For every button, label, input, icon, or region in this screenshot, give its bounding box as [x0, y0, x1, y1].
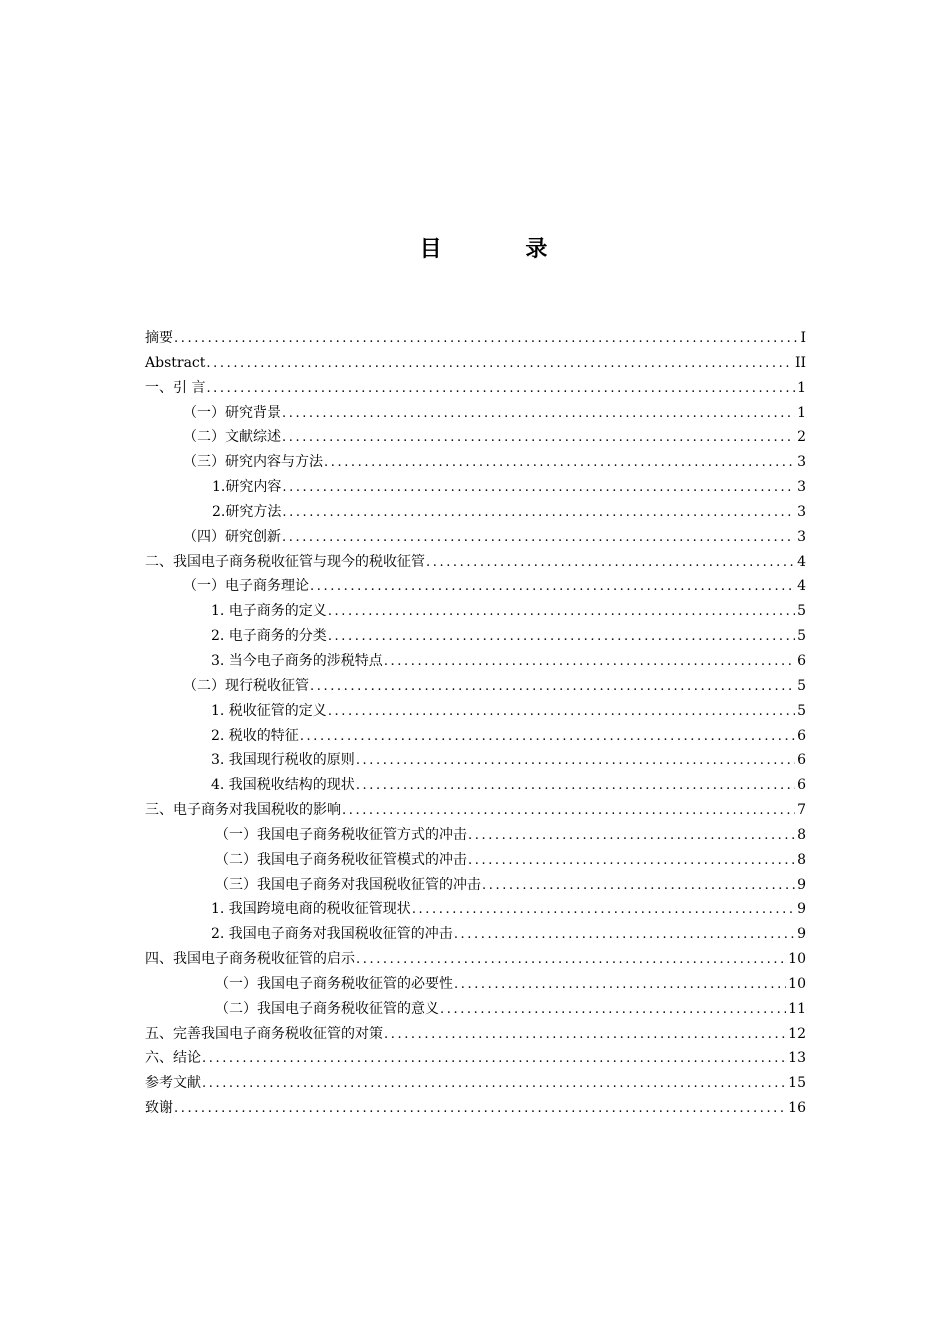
toc-entry-page-number: 3 — [797, 528, 806, 545]
toc-entry-page-number: I — [800, 330, 806, 346]
toc-entry[interactable] — [145, 401, 806, 426]
toc-entry-label: （一）电子商务理论 — [183, 578, 309, 595]
toc-entry-page-number: 5 — [797, 628, 806, 645]
toc-dot-leader — [309, 575, 795, 600]
toc-entry[interactable] — [145, 550, 806, 575]
toc-entry-label: 六、结论 — [145, 1050, 201, 1067]
toc-dot-leader — [453, 973, 786, 998]
toc-entry[interactable] — [145, 624, 806, 649]
toc-entry-label: 摘要 — [145, 330, 173, 346]
toc-entry-page-number: 3 — [797, 479, 806, 496]
toc-dot-leader — [439, 998, 786, 1023]
toc-entry[interactable] — [145, 823, 806, 848]
toc-entry[interactable] — [145, 599, 806, 624]
toc-entry[interactable] — [145, 1071, 806, 1096]
toc-dot-leader — [355, 774, 795, 799]
toc-entry-page-number: 1 — [797, 379, 806, 396]
toc-dot-leader — [281, 501, 795, 526]
toc-entry-label: 2. 税收的特征 — [211, 727, 299, 744]
toc-entry[interactable] — [145, 1046, 806, 1071]
toc-dot-leader — [323, 451, 795, 476]
toc-entry[interactable] — [145, 972, 806, 997]
toc-entry-label: 致谢 — [145, 1100, 173, 1117]
toc-entry-label: 1. 税收征管的定义 — [211, 702, 327, 719]
toc-entry[interactable] — [145, 922, 806, 947]
toc-entry[interactable] — [145, 674, 806, 699]
toc-entry[interactable] — [145, 351, 806, 376]
toc-entry-label: 4. 我国税收结构的现状 — [211, 777, 355, 794]
toc-entry[interactable] — [145, 450, 806, 475]
toc-entry-page-number: 5 — [797, 603, 806, 620]
toc-dot-leader — [281, 476, 795, 501]
toc-entry-page-number: 16 — [788, 1100, 806, 1117]
toc-dot-leader — [173, 327, 798, 352]
toc-dot-leader — [281, 526, 795, 551]
toc-dot-leader — [383, 1023, 786, 1048]
toc-entry-page-number: 5 — [797, 677, 806, 694]
toc-dot-leader — [309, 675, 795, 700]
toc-entry-page-number: 3 — [797, 454, 806, 471]
toc-entry-label: 3. 我国现行税收的原则 — [211, 752, 355, 769]
toc-entry[interactable] — [145, 649, 806, 674]
toc-entry[interactable] — [145, 773, 806, 798]
toc-entry-label: 三、电子商务对我国税收的影响 — [145, 802, 341, 819]
toc-entry[interactable] — [145, 873, 806, 898]
toc-entry[interactable] — [145, 848, 806, 873]
toc-entry[interactable] — [145, 525, 806, 550]
toc-entry-label: （一）我国电子商务税收征管方式的冲击 — [215, 826, 467, 843]
toc-entry[interactable] — [145, 748, 806, 773]
toc-dot-leader — [341, 799, 795, 824]
toc-entry-page-number: 2 — [797, 429, 806, 446]
toc-dot-leader — [481, 874, 795, 899]
toc-entry-label: （一）我国电子商务税收征管的必要性 — [215, 975, 453, 992]
toc-entry-page-number: 5 — [797, 702, 806, 719]
toc-entry-label: （二）现行税收征管 — [183, 677, 309, 694]
toc-entry-label: （二）文献综述 — [183, 429, 281, 446]
toc-entry-label: 1.研究内容 — [212, 479, 282, 496]
toc-entry-label: （三）研究内容与方法 — [183, 454, 323, 471]
toc-entry-label: 1. 电子商务的定义 — [211, 603, 327, 620]
toc-entry-label: （三）我国电子商务对我国税收征管的冲击 — [215, 876, 481, 893]
page-title: 目 录 — [419, 237, 586, 262]
toc-entry-label: 二、我国电子商务税收征管与现今的税收征管 — [145, 553, 425, 570]
table-of-contents — [145, 326, 806, 1121]
toc-entry[interactable] — [145, 897, 806, 922]
toc-entry-page-number: II — [794, 354, 806, 371]
toc-entry-label: （二）我国电子商务税收征管模式的冲击 — [215, 851, 467, 868]
toc-dot-leader — [467, 824, 795, 849]
toc-dot-leader — [281, 426, 795, 451]
toc-entry-label: 1. 我国跨境电商的税收征管现状 — [211, 901, 411, 918]
toc-entry-page-number: 6 — [797, 652, 806, 669]
toc-entry-page-number: 9 — [797, 876, 806, 893]
toc-entry[interactable] — [145, 947, 806, 972]
toc-entry-page-number: 6 — [797, 727, 806, 744]
toc-entry-page-number: 6 — [797, 752, 806, 769]
toc-dot-leader — [201, 1072, 786, 1097]
toc-entry-page-number: 13 — [788, 1050, 806, 1067]
toc-entry[interactable] — [145, 326, 806, 351]
toc-entry[interactable] — [145, 1022, 806, 1047]
toc-entry-page-number: 8 — [797, 851, 806, 868]
toc-entry-label: 2. 我国电子商务对我国税收征管的冲击 — [211, 926, 453, 943]
toc-entry-label: （一）研究背景 — [183, 404, 281, 421]
toc-entry-label: 2.研究方法 — [212, 503, 282, 520]
toc-entry-label: （二）我国电子商务税收征管的意义 — [215, 1000, 439, 1017]
toc-dot-leader — [327, 700, 795, 725]
toc-entry-label: 参考文献 — [145, 1075, 201, 1092]
toc-entry[interactable] — [145, 724, 806, 749]
toc-entry-page-number: 7 — [797, 802, 806, 819]
toc-entry-page-number: 9 — [797, 926, 806, 943]
toc-entry-page-number: 9 — [797, 901, 806, 918]
toc-entry[interactable] — [145, 798, 806, 823]
toc-dot-leader — [425, 551, 795, 576]
toc-entry[interactable] — [145, 376, 806, 401]
toc-entry-label: 一、引 言 — [145, 379, 206, 396]
toc-dot-leader — [201, 1047, 786, 1072]
toc-entry[interactable] — [145, 574, 806, 599]
toc-entry-page-number: 6 — [797, 777, 806, 794]
toc-entry-label: Abstract — [145, 354, 206, 371]
toc-entry-label: 3. 当今电子商务的涉税特点 — [211, 652, 383, 669]
toc-entry-page-number: 4 — [797, 553, 806, 570]
toc-dot-leader — [411, 898, 795, 923]
toc-dot-leader — [383, 650, 795, 675]
toc-entry-page-number: 4 — [797, 578, 806, 595]
toc-dot-leader — [355, 749, 795, 774]
toc-entry-page-number: 3 — [797, 503, 806, 520]
toc-entry-page-number: 15 — [788, 1075, 806, 1092]
toc-dot-leader — [281, 402, 795, 427]
toc-dot-leader — [205, 377, 795, 402]
toc-entry[interactable] — [145, 1096, 806, 1121]
toc-entry-page-number: 12 — [788, 1025, 806, 1042]
toc-entry[interactable] — [145, 699, 806, 724]
toc-entry-label: 2. 电子商务的分类 — [211, 628, 327, 645]
toc-entry-page-number: 10 — [788, 951, 806, 968]
toc-entry[interactable] — [145, 997, 806, 1022]
toc-dot-leader — [327, 600, 795, 625]
toc-entry-page-number: 11 — [788, 1000, 806, 1017]
toc-entry-label: 四、我国电子商务税收征管的启示 — [145, 951, 355, 968]
toc-entry[interactable] — [145, 475, 806, 500]
toc-dot-leader — [355, 948, 786, 973]
toc-entry[interactable] — [145, 425, 806, 450]
toc-dot-leader — [327, 625, 795, 650]
toc-entry-label: （四）研究创新 — [183, 528, 281, 545]
toc-dot-leader — [173, 1097, 786, 1122]
toc-dot-leader — [467, 849, 795, 874]
toc-entry-label: 五、完善我国电子商务税收征管的对策 — [145, 1025, 383, 1042]
toc-dot-leader — [453, 923, 795, 948]
toc-dot-leader — [299, 725, 795, 750]
toc-entry-page-number: 1 — [797, 404, 806, 421]
toc-dot-leader — [205, 352, 793, 377]
toc-entry[interactable] — [145, 500, 806, 525]
toc-entry-page-number: 8 — [797, 826, 806, 843]
toc-entry-page-number: 10 — [788, 975, 806, 992]
